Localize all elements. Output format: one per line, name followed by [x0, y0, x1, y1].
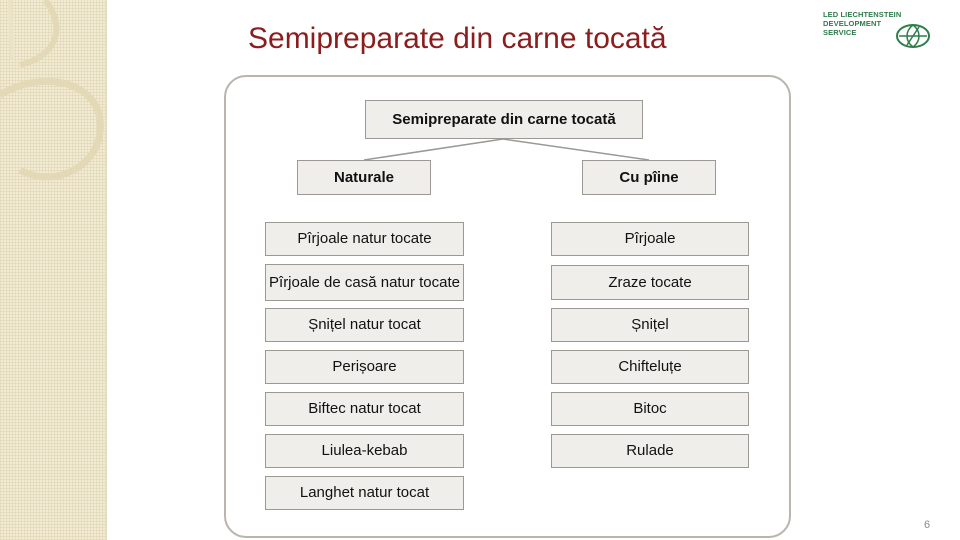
- logo-line-3: SERVICE: [823, 28, 857, 37]
- connector-root-cu-piine: [503, 139, 649, 160]
- logo-line-1: LED LIECHTENSTEIN: [823, 10, 902, 19]
- cu-piine-item: Pîrjoale: [551, 222, 749, 256]
- cu-piine-item: Chifteluțe: [551, 350, 749, 384]
- cu-piine-item: Rulade: [551, 434, 749, 468]
- connector-root-naturale: [364, 139, 503, 160]
- naturale-item: Biftec natur tocat: [265, 392, 464, 426]
- cu-piine-item: Șnițel: [551, 308, 749, 342]
- naturale-item: Perișoare: [265, 350, 464, 384]
- naturale-item: Pîrjoale natur tocate: [265, 222, 464, 256]
- page-number: 6: [924, 519, 931, 531]
- logo-line-2: DEVELOPMENT: [823, 19, 882, 28]
- category-node-naturale: Naturale: [297, 160, 431, 195]
- cu-piine-item: Bitoc: [551, 392, 749, 426]
- naturale-item: Langhet natur tocat: [265, 476, 464, 510]
- naturale-item: Șnițel natur tocat: [265, 308, 464, 342]
- category-node-cu-piine: Cu pîine: [582, 160, 716, 195]
- naturale-item: Liulea-kebab: [265, 434, 464, 468]
- diagram-root-node: Semipreparate din carne tocată: [365, 100, 643, 139]
- slide-title: Semipreparate din carne tocată: [248, 22, 667, 55]
- naturale-item: Pîrjoale de casă natur tocate: [265, 264, 464, 301]
- cu-piine-item: Zraze tocate: [551, 265, 749, 300]
